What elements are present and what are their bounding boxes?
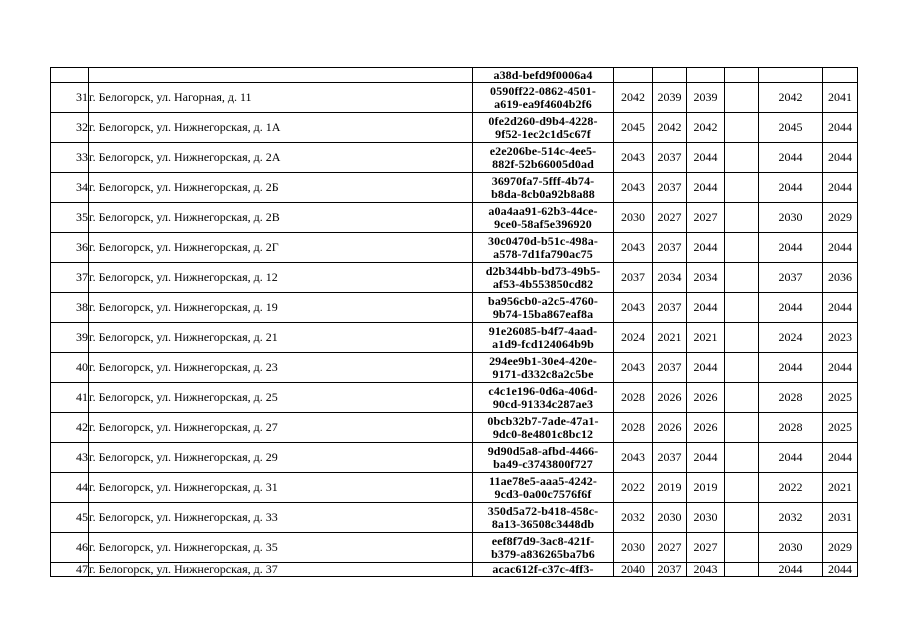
guid-line-1: 0590ff22-0862-4501- [490,83,596,98]
cell-year-3: 2044 [687,143,725,173]
cell-year-5: 2028 [759,383,823,413]
guid-line-2: 9ce0-58af5e396920 [494,216,592,231]
cell-year-5: 2030 [759,533,823,563]
cell-year-6: 2023 [823,323,858,353]
cell-address: г. Белогорск, ул. Нижнегорская, д. 2Б [89,173,473,203]
cell-year-5: 2037 [759,263,823,293]
table-row [51,233,858,263]
cell-year-2: 2037 [653,233,687,263]
cell-year [823,68,858,83]
table-row [51,473,858,503]
cell-address: г. Белогорск, ул. Нижнегорская, д. 23 [89,353,473,383]
table-row [51,263,858,293]
cell-year-5: 2022 [759,473,823,503]
guid-line-1: 0fe2d260-d9b4-4228- [488,113,598,128]
cell-year-2: 2026 [653,413,687,443]
cell-guid [473,203,614,233]
cell-year-2: 2039 [653,83,687,113]
cell-year [687,68,725,83]
cell-address: г. Белогорск, ул. Нижнегорская, д. 19 [89,293,473,323]
cell-year-3: 2026 [687,383,725,413]
cell-year-1: 2045 [614,113,653,143]
cell-number: 33 [51,143,89,173]
cell-year-6: 2044 [823,563,858,577]
cell-year-1: 2030 [614,533,653,563]
cell-address: г. Белогорск, ул. Нижнегорская, д. 31 [89,473,473,503]
cell-year-6: 2044 [823,173,858,203]
cell-year-3: 2027 [687,533,725,563]
cell-year-3: 2043 [687,563,725,577]
cell-year-4 [725,143,759,173]
cell-address: г. Белогорск, ул. Нижнегорская, д. 27 [89,413,473,443]
cell-guid [473,473,614,503]
cell-year-6: 2044 [823,233,858,263]
cell-year-4 [725,503,759,533]
cell-guid [473,533,614,563]
cell-guid [473,83,614,113]
cell-year-3: 2042 [687,113,725,143]
cell-address: г. Белогорск, ул. Нижнегорская, д. 2Г [89,233,473,263]
cell-year [614,68,653,83]
cell-address: г. Белогорск, ул. Нижнегорская, д. 37 [89,563,473,577]
table-row [51,383,858,413]
cell-guid [473,443,614,473]
cell-year-1: 2043 [614,353,653,383]
cell-year-3: 2039 [687,83,725,113]
cell-number: 34 [51,173,89,203]
table-row [51,173,858,203]
cell-year-6: 2041 [823,83,858,113]
cell-year-2: 2027 [653,533,687,563]
cell-address: г. Белогорск, ул. Нижнегорская, д. 29 [89,443,473,473]
cell-number: 44 [51,473,89,503]
cell-number: 35 [51,203,89,233]
table-row [51,83,858,113]
cell-year-1: 2043 [614,293,653,323]
cell-guid: acac612f-c37c-4ff3- [473,563,614,577]
cell-year-4 [725,203,759,233]
guid-line-1: 91e26085-b4f7-4aad- [488,323,598,338]
guid-line-1: 0bcb32b7-7ade-47a1- [487,413,599,428]
cell-guid [473,143,614,173]
cell-year-2: 2019 [653,473,687,503]
guid-line-1: 9d90d5a8-afbd-4466- [487,443,599,458]
cell-number: 38 [51,293,89,323]
cell-year-3: 2034 [687,263,725,293]
cell-year-5: 2044 [759,173,823,203]
cell-year-2: 2037 [653,143,687,173]
cell-year-4 [725,83,759,113]
cell-guid [473,413,614,443]
cell-year-6: 2025 [823,383,858,413]
cell-address: г. Белогорск, ул. Нижнегорская, д. 25 [89,383,473,413]
cell-year-6: 2044 [823,443,858,473]
guid-line-2: 90cd-91334c287ae3 [492,396,594,411]
cell-year-3: 2044 [687,173,725,203]
cell-number: 42 [51,413,89,443]
cell-year-2: 2021 [653,323,687,353]
cell-guid [473,503,614,533]
guid-line-1: e2e206be-514c-4ee5- [489,143,597,158]
cell-year-4 [725,383,759,413]
cell-year-3: 2044 [687,233,725,263]
cell-year-1: 2040 [614,563,653,577]
cell-year-4 [725,323,759,353]
cell-address: г. Белогорск, ул. Нижнегорская, д. 2В [89,203,473,233]
cell-year-6: 2036 [823,263,858,293]
cell-year-5: 2044 [759,293,823,323]
cell-guid [473,173,614,203]
cell-year-4 [725,563,759,577]
table-row [51,293,858,323]
cell-year-3: 2021 [687,323,725,353]
cell-year-2: 2042 [653,113,687,143]
table-row-fragment [51,68,858,83]
guid-line-1: ba956cb0-a2c5-4760- [488,293,598,308]
cell-address: г. Белогорск, ул. Нижнегорская, д. 33 [89,503,473,533]
table-row [51,113,858,143]
cell-number: 31 [51,83,89,113]
cell-year-5: 2028 [759,413,823,443]
guid-line-1: a0a4aa91-62b3-44ce- [488,203,598,218]
table-row [51,413,858,443]
cell-number [51,68,89,83]
guid-line-2: a619-ea9f4604b2f6 [494,96,592,111]
cell-year-5: 2030 [759,203,823,233]
cell-year-5: 2044 [759,233,823,263]
cell-year-4 [725,443,759,473]
cell-guid [473,383,614,413]
cell-year-6: 2044 [823,293,858,323]
cell-year-3: 2027 [687,203,725,233]
cell-year-4 [725,413,759,443]
guid-line-1: 30c0470d-b51c-498a- [488,233,598,248]
cell-number: 46 [51,533,89,563]
cell-number: 47 [51,563,89,577]
cell-year-2: 2037 [653,353,687,383]
guid-line-2: 9171-d332c8a2c5be [492,366,594,381]
table-body [51,68,858,577]
cell-year-2: 2037 [653,173,687,203]
cell-number: 40 [51,353,89,383]
cell-year-6: 2044 [823,143,858,173]
cell-number: 41 [51,383,89,413]
cell-year-2: 2026 [653,383,687,413]
cell-year-6: 2029 [823,533,858,563]
cell-year-1: 2032 [614,503,653,533]
cell-year-5: 2044 [759,353,823,383]
guid-line-2: a578-7d1fa790ac75 [493,246,593,261]
cell-number: 43 [51,443,89,473]
cell-year-2: 2034 [653,263,687,293]
cell-year-1: 2037 [614,263,653,293]
cell-year-3: 2019 [687,473,725,503]
cell-guid [473,323,614,353]
cell-year-2: 2030 [653,503,687,533]
cell-year-2: 2037 [653,293,687,323]
guid-line-1: 36970fa7-5fff-4b74- [491,173,595,188]
cell-address: г. Белогорск, ул. Нижнегорская, д. 2А [89,143,473,173]
cell-year-6: 2025 [823,413,858,443]
cell-guid [473,353,614,383]
cell-year-3: 2030 [687,503,725,533]
guid-line-2: b379-a836265ba7b6 [491,546,595,561]
table-row [51,143,858,173]
cell-guid [473,233,614,263]
cell-number: 45 [51,503,89,533]
guid-line-2: 9b74-15ba867eaf8a [492,306,594,321]
cell-number: 32 [51,113,89,143]
cell-address [89,68,473,83]
guid-line-2: 8a13-36508c3448db [491,516,595,531]
cell-year-5: 2024 [759,323,823,353]
cell-year-2: 2027 [653,203,687,233]
cell-year-4 [725,473,759,503]
guid-line-1: c4c1e196-0d6a-406d- [488,383,598,398]
guid-line-1: d2b344bb-bd73-49b5- [485,263,601,278]
cell-year-6: 2031 [823,503,858,533]
guid-line-2: 9f52-1ec2c1d5c67f [495,126,591,141]
cell-guid [473,263,614,293]
cell-year-3: 2044 [687,443,725,473]
cell-year-1: 2022 [614,473,653,503]
guid-line-1: 350d5a72-b418-458c- [487,503,599,518]
table-row [51,353,858,383]
cell-year-1: 2042 [614,83,653,113]
cell-year-1: 2028 [614,413,653,443]
cell-address: г. Белогорск, ул. Нижнегорская, д. 12 [89,263,473,293]
guid-line-1: eef8f7d9-3ac8-421f- [491,533,595,548]
table-row [51,203,858,233]
cell-year-5: 2045 [759,113,823,143]
cell-year-1: 2024 [614,323,653,353]
cell-year-4 [725,113,759,143]
cell-year-5: 2044 [759,443,823,473]
cell-year-4 [725,173,759,203]
cell-year-5: 2032 [759,503,823,533]
guid-line-2: 882f-52b66005d0ad [492,156,594,171]
cell-address: г. Белогорск, ул. Нагорная, д. 11 [89,83,473,113]
cell-year-6: 2044 [823,353,858,383]
cell-year-6: 2044 [823,113,858,143]
cell-year-3: 2044 [687,293,725,323]
guid-line-2: 9dc0-8e4801c8bc12 [492,426,594,441]
cell-year-6: 2021 [823,473,858,503]
table-row [51,533,858,563]
cell-year-1: 2043 [614,233,653,263]
table-row-partial [51,563,858,577]
cell-year-4 [725,353,759,383]
guid-line-2: a1d9-fcd124064b9b [492,336,594,351]
cell-year-5: 2042 [759,83,823,113]
cell-year-4 [725,533,759,563]
table-row [51,443,858,473]
cell-address: г. Белогорск, ул. Нижнегорская, д. 35 [89,533,473,563]
cell-year-5: 2044 [759,563,823,577]
cell-year-5: 2044 [759,143,823,173]
cell-number: 36 [51,233,89,263]
guid-line-2: ba49-c3743800f727 [493,456,593,471]
cell-guid: a38d-befd9f0006a4 [473,68,614,83]
cell-year [759,68,823,83]
cell-number: 37 [51,263,89,293]
cell-year-4 [725,293,759,323]
cell-year-1: 2043 [614,143,653,173]
table-row [51,503,858,533]
cell-number: 39 [51,323,89,353]
cell-year-4 [725,233,759,263]
cell-year-1: 2043 [614,443,653,473]
cell-year-6: 2029 [823,203,858,233]
cell-year-1: 2030 [614,203,653,233]
cell-year-3: 2044 [687,353,725,383]
guid-line-2: b8da-8cb0a92b8a88 [491,186,595,201]
cell-year-1: 2043 [614,173,653,203]
cell-address: г. Белогорск, ул. Нижнегорская, д. 1А [89,113,473,143]
cell-year-2: 2037 [653,443,687,473]
cell-year-2: 2037 [653,563,687,577]
guid-line-2: 9cd3-0a00c7576f6f [494,486,592,501]
cell-empty [725,68,759,83]
cell-address: г. Белогорск, ул. Нижнегорская, д. 21 [89,323,473,353]
guid-line-1: 294ee9b1-30e4-420e- [489,353,597,368]
guid-line-2: af53-4b553850cd82 [492,276,594,291]
housing-table [50,67,858,577]
cell-guid [473,293,614,323]
table-row [51,323,858,353]
guid-line-1: 11ae78e5-aaa5-4242- [489,473,597,488]
cell-year-4 [725,263,759,293]
cell-year [653,68,687,83]
cell-year-3: 2026 [687,413,725,443]
cell-year-1: 2028 [614,383,653,413]
cell-guid [473,113,614,143]
